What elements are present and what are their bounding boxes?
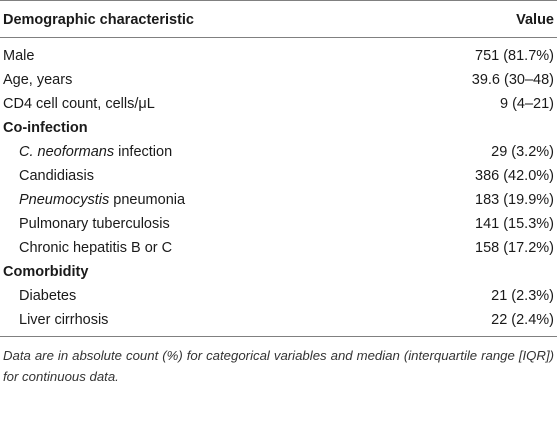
row-label xyxy=(0,188,387,212)
row-label-rest: pneumonia xyxy=(109,192,186,208)
row-label-rest: Candidiasis xyxy=(19,168,94,184)
row-label xyxy=(0,284,387,308)
section-row-comorbidity xyxy=(0,260,557,284)
row-label xyxy=(0,212,387,236)
row-label-rest: Pulmonary tuberculosis xyxy=(19,216,170,232)
row-label-rest: Liver cirrhosis xyxy=(19,312,109,328)
table-row xyxy=(0,188,557,212)
section-label: Comorbidity xyxy=(3,264,89,280)
row-label xyxy=(0,164,387,188)
row-label-italic: C. neoformans xyxy=(19,144,115,160)
table-row xyxy=(0,164,557,188)
table-row xyxy=(0,68,557,92)
table-row xyxy=(0,140,557,164)
row-label-rest: Diabetes xyxy=(19,288,77,304)
row-label xyxy=(0,140,387,164)
row-label-rest: infection xyxy=(114,144,173,160)
row-value: 386 (42.0%) xyxy=(475,168,554,184)
section-row-coinfection xyxy=(0,116,557,140)
row-value: 141 (15.3%) xyxy=(475,216,554,232)
row-value: 21 (2.3%) xyxy=(491,288,554,304)
row-label: Male xyxy=(3,48,35,64)
row-label-rest: Chronic hepatitis B or C xyxy=(19,240,173,256)
row-label xyxy=(0,308,387,337)
table-row xyxy=(0,308,557,337)
header-row xyxy=(0,1,557,38)
row-label: CD4 cell count, cells/μL xyxy=(3,96,155,112)
row-value: 39.6 (30–48) xyxy=(471,72,554,88)
header-value: Value xyxy=(387,1,557,38)
row-label: Age, years xyxy=(3,72,73,88)
table-footnote: Data are in absolute count (%) for categorical variables and median (interquartile range [IQR]) for continuous data. xyxy=(3,348,554,384)
row-label-italic: Pneumocystis xyxy=(19,192,110,208)
row-value: 29 (3.2%) xyxy=(491,144,554,160)
row-value: 751 (81.7%) xyxy=(475,48,554,64)
row-value: 183 (19.9%) xyxy=(475,192,554,208)
header-demographic: Demographic characteristic xyxy=(0,1,387,38)
table-row xyxy=(0,212,557,236)
row-value: 22 (2.4%) xyxy=(387,308,557,337)
row-value: 158 (17.2%) xyxy=(475,240,554,256)
row-value: 9 (4–21) xyxy=(499,96,554,112)
row-label xyxy=(0,236,387,260)
table-row xyxy=(0,92,557,116)
table-row xyxy=(0,236,557,260)
section-label: Co-infection xyxy=(3,120,88,136)
table-row xyxy=(0,38,557,69)
table-row xyxy=(0,284,557,308)
